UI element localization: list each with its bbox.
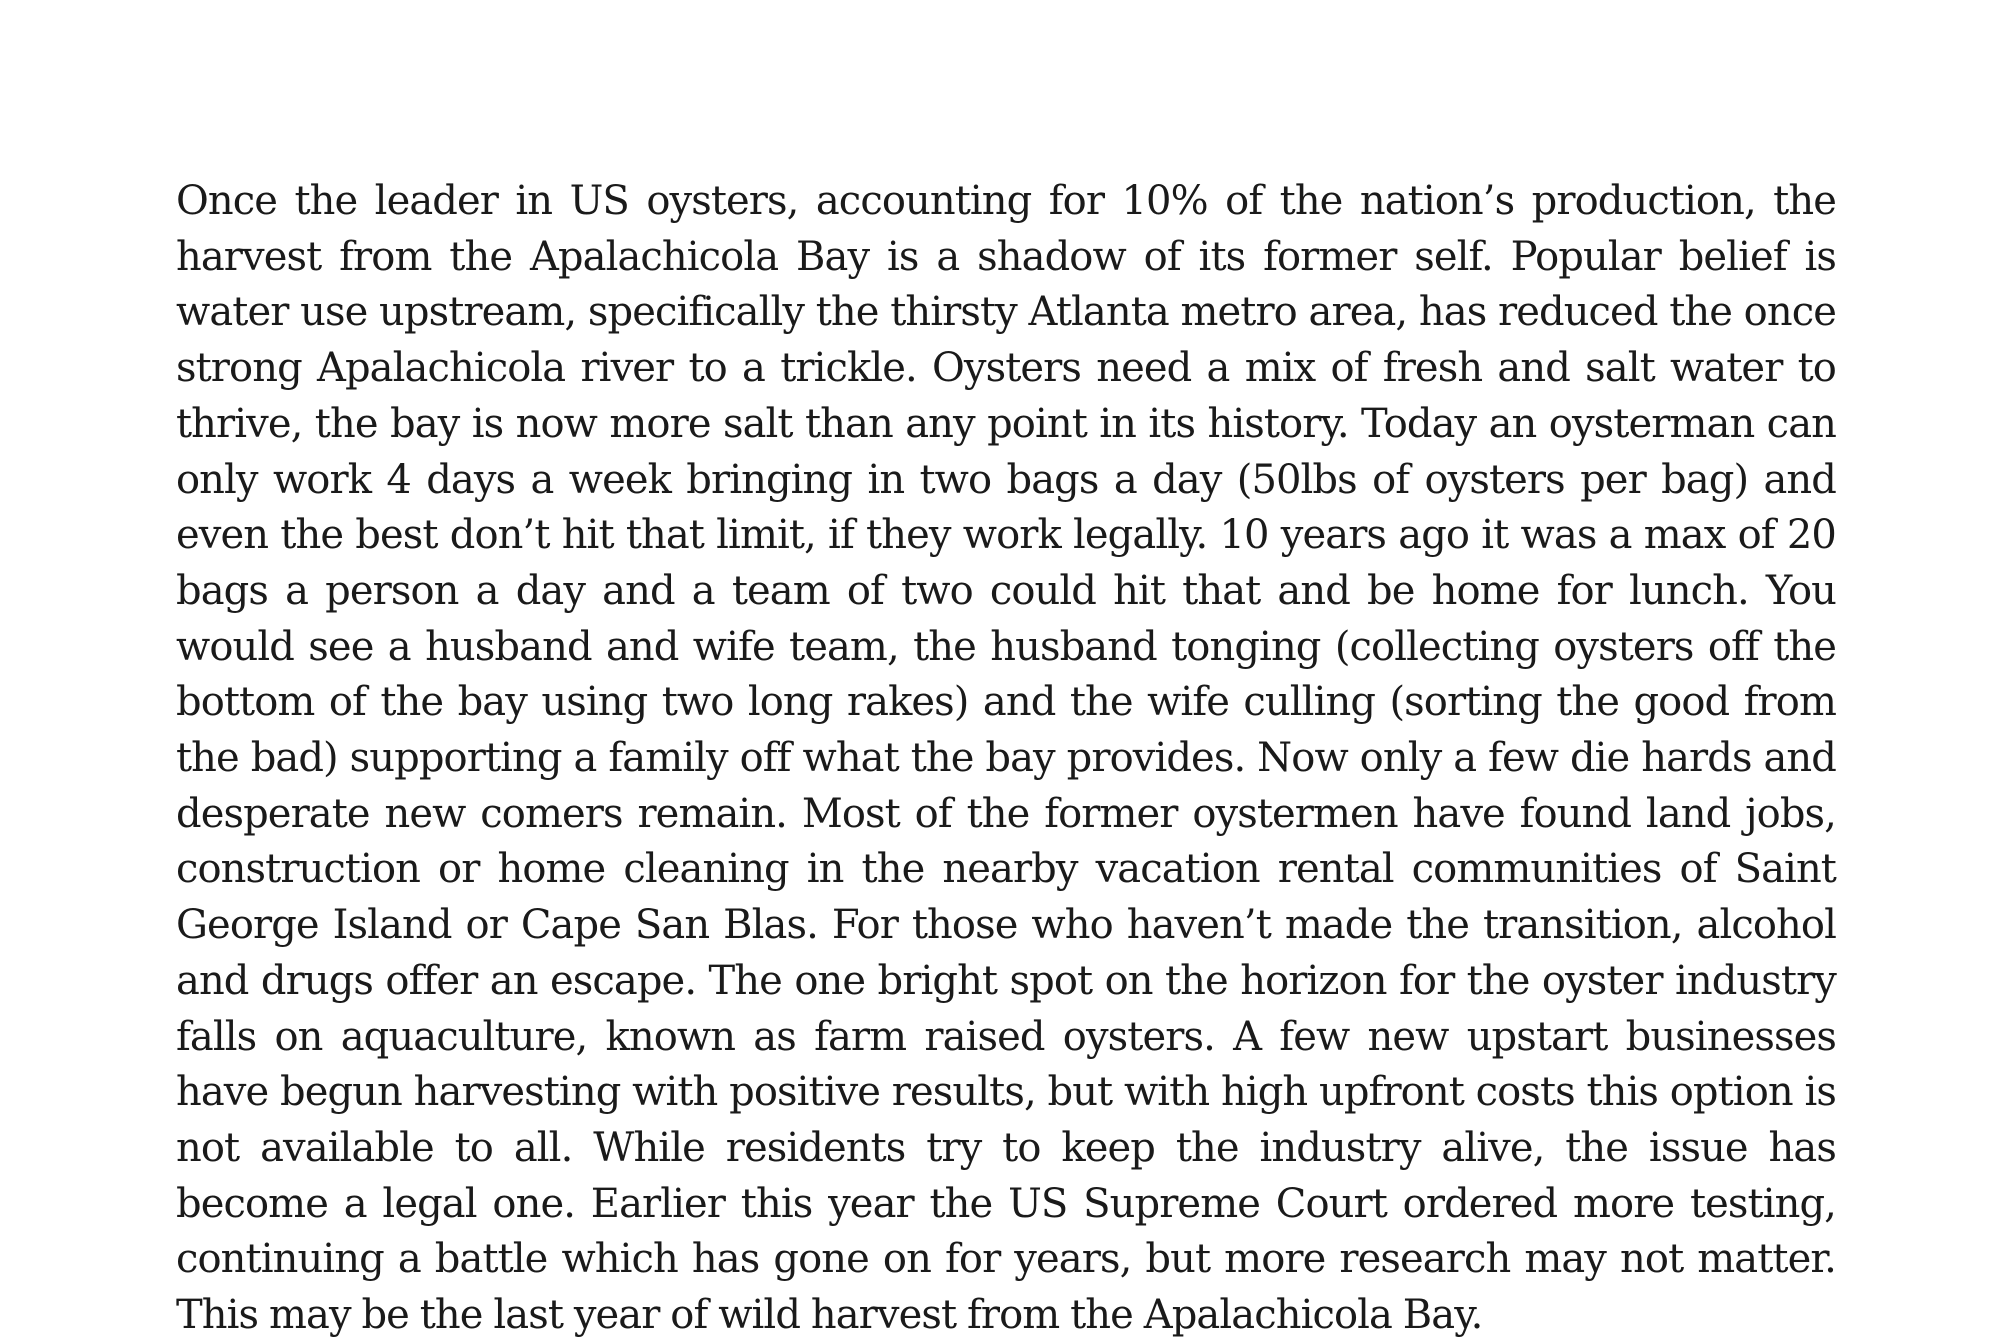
body-paragraph: Once the leader in US oysters, accounting for 10% of the nation’s production, the harvest from the Apalachicola Bay is a shadow of its former self. Popular belief is water use upstream, specifically the thirsty Atlanta metro area, has reduced the once strong Apalachicola river to a trickle. Oysters need a mix of fresh and salt water to thrive, the bay is now more salt than any point in its history. Today an oysterman can only work 4 days a week bringing in two bags a day (50lbs of oysters per bag) and even the best don’t hit that limit, if they work legally. 10 years ago it was a max of 20 bags a person a day and a team of two could hit that and be home for lunch. You would see a husband and wife team, the husband tonging (collecting oysters off the bottom of the bay using two long rakes) and the wife culling (sorting the good from the bad) supporting a family off what the bay provides. Now only a few die hards and desperate new comers remain. Most of the former oystermen have found land jobs, construction or home cleaning in the nearby vacation rental communities of Saint George Island or Cape San Blas. For those who haven’t made the transition, alcohol and drugs offer an escape. The one bright spot on the horizon for the oyster industry falls on aquaculture, known as farm raised oysters. A few new upstart businesses have begun harvesting with positive results, but with high upfront costs this option is not available to all. While residents try to keep the industry alive, the issue has become a legal one. Earlier this year the US Supreme Court ordered more testing, continuing a battle which has gone on for years, but more research may not matter. This may be the last year of wild harvest from the Apalachicola Bay. [176, 178, 1836, 1339]
